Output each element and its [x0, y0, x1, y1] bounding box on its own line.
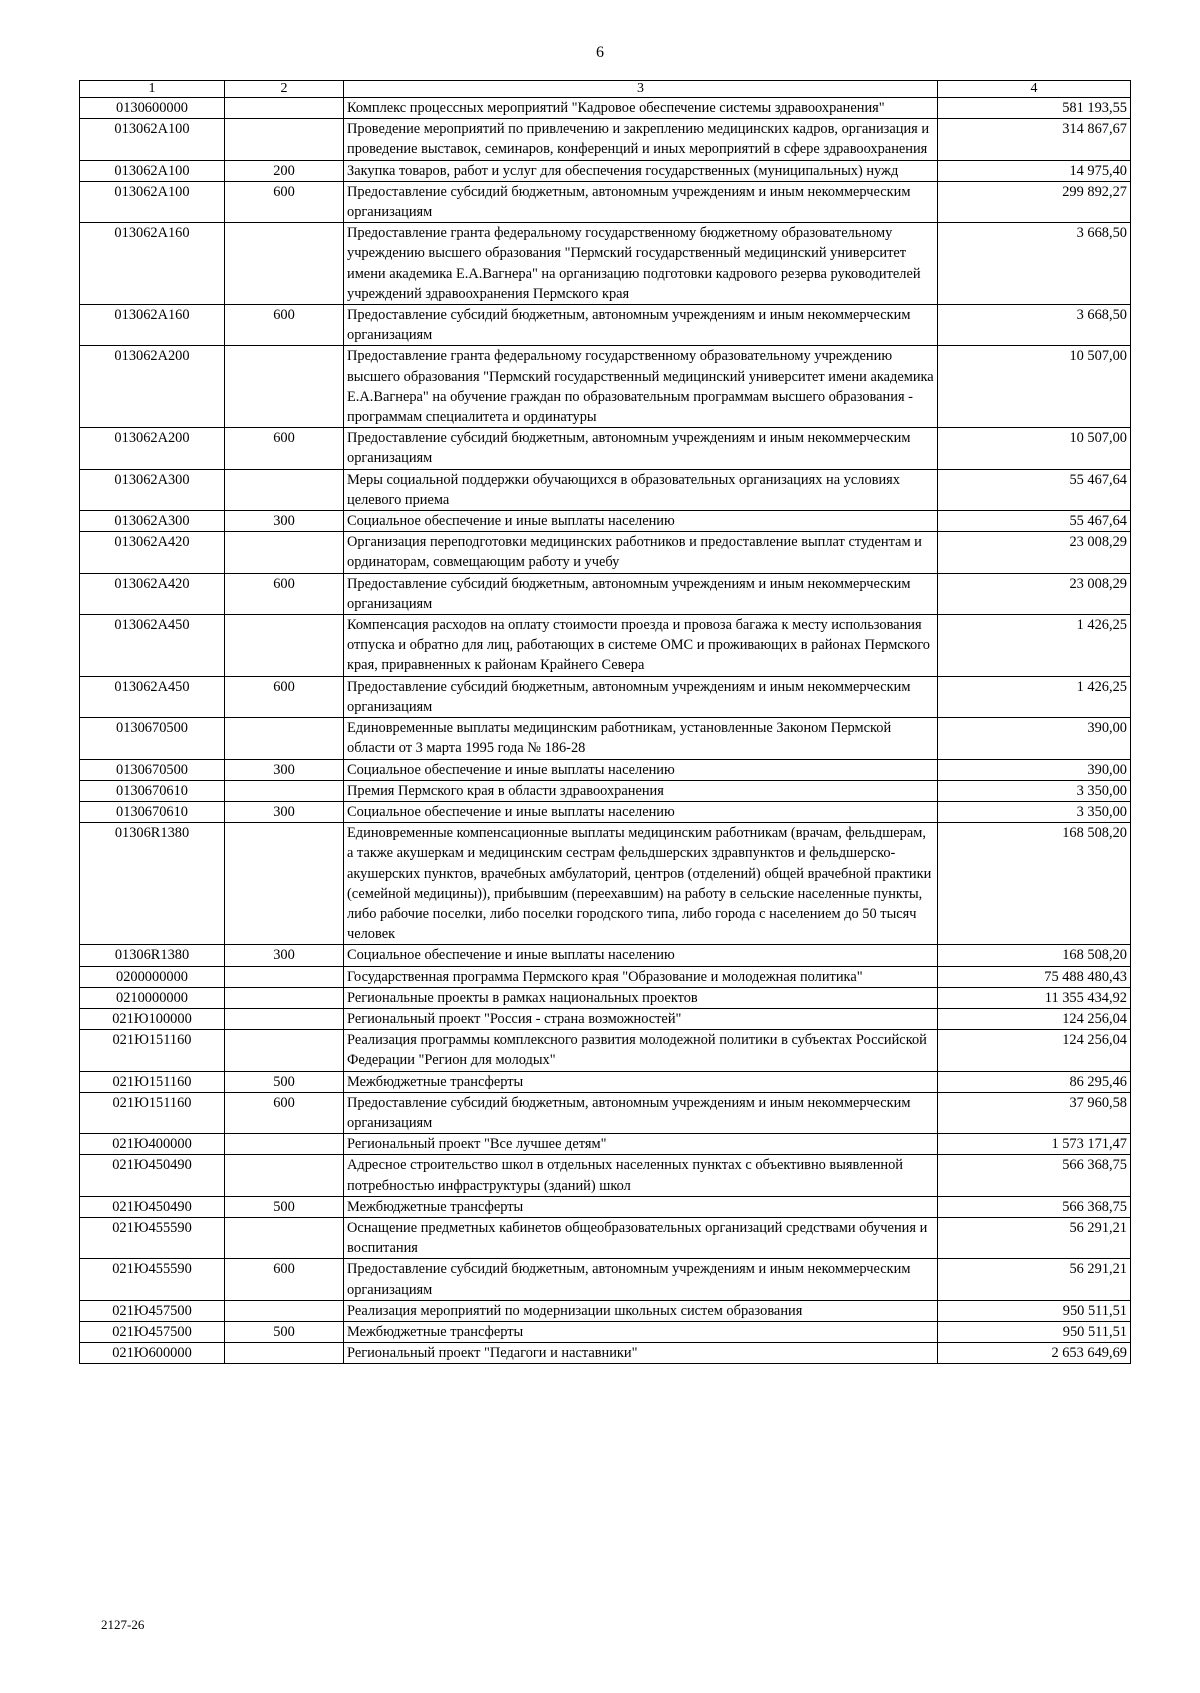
expense-type-code: 500 — [225, 1071, 344, 1092]
item-name: Предоставление субсидий бюджетным, автономным учреждениям и иным некоммерческим организациям — [344, 181, 938, 222]
expense-type-code — [225, 1030, 344, 1071]
expense-type-code — [225, 718, 344, 759]
column-header-3: 3 — [344, 81, 938, 98]
classification-code: 021Ю455590 — [80, 1217, 225, 1258]
table-row — [80, 1071, 1131, 1092]
expense-type-code — [225, 1008, 344, 1029]
expense-type-code — [225, 1155, 344, 1196]
amount-value: 3 350,00 — [938, 801, 1131, 822]
classification-code: 0130670610 — [80, 801, 225, 822]
table-row — [80, 160, 1131, 181]
amount-value: 56 291,21 — [938, 1259, 1131, 1300]
expense-type-code — [225, 966, 344, 987]
table-row — [80, 801, 1131, 822]
table-row — [80, 759, 1131, 780]
classification-code: 013062А200 — [80, 346, 225, 428]
table-row — [80, 511, 1131, 532]
table-row — [80, 1134, 1131, 1155]
classification-code: 021Ю151160 — [80, 1071, 225, 1092]
expense-type-code — [225, 532, 344, 573]
classification-code: 021Ю400000 — [80, 1134, 225, 1155]
item-name: Региональный проект "Все лучшее детям" — [344, 1134, 938, 1155]
expense-type-code — [225, 615, 344, 677]
item-name: Реализация мероприятий по модернизации школьных систем образования — [344, 1300, 938, 1321]
amount-value: 168 508,20 — [938, 945, 1131, 966]
table-row — [80, 1092, 1131, 1133]
table-row — [80, 780, 1131, 801]
expense-type-code: 500 — [225, 1196, 344, 1217]
expense-type-code: 600 — [225, 1259, 344, 1300]
expense-type-code — [225, 1343, 344, 1364]
expense-type-code: 300 — [225, 945, 344, 966]
expense-type-code — [225, 987, 344, 1008]
amount-value: 566 368,75 — [938, 1196, 1131, 1217]
amount-value: 37 960,58 — [938, 1092, 1131, 1133]
item-name: Единовременные компенсационные выплаты медицинским работникам (врачам, фельдшерам, а также акушеркам и медицинским сестрам фельдшерских здравпунктов и фельдшерско-акушерских пунктов, врачебных амбулаторий, центров (отделений) общей врачебной практики (семейной медицины)), прибывшим (переехавшим) на работу в сельские населенные пункты, либо рабочие поселки, либо поселки городского типа, либо города с населением до 50 тысяч человек — [344, 823, 938, 945]
expense-type-code: 600 — [225, 305, 344, 346]
table-row — [80, 1300, 1131, 1321]
amount-value: 11 355 434,92 — [938, 987, 1131, 1008]
amount-value: 55 467,64 — [938, 469, 1131, 510]
amount-value: 950 511,51 — [938, 1300, 1131, 1321]
amount-value: 23 008,29 — [938, 532, 1131, 573]
classification-code: 021Ю457500 — [80, 1300, 225, 1321]
table-row — [80, 945, 1131, 966]
amount-value: 390,00 — [938, 759, 1131, 780]
table-row — [80, 1008, 1131, 1029]
expense-type-code: 600 — [225, 181, 344, 222]
classification-code: 021Ю151160 — [80, 1030, 225, 1071]
expense-type-code — [225, 780, 344, 801]
classification-code: 013062А450 — [80, 676, 225, 717]
classification-code: 013062А300 — [80, 511, 225, 532]
classification-code: 0200000000 — [80, 966, 225, 987]
expense-type-code — [225, 823, 344, 945]
item-name: Закупка товаров, работ и услуг для обеспечения государственных (муниципальных) нужд — [344, 160, 938, 181]
expense-type-code — [225, 223, 344, 305]
amount-value: 14 975,40 — [938, 160, 1131, 181]
column-header-2: 2 — [225, 81, 344, 98]
item-name: Организация переподготовки медицинских работников и предоставление выплат студентам и ординаторам, совмещающим работу и учебу — [344, 532, 938, 573]
classification-code: 021Ю450490 — [80, 1196, 225, 1217]
item-name: Социальное обеспечение и иные выплаты населению — [344, 945, 938, 966]
expense-type-code — [225, 1134, 344, 1155]
expense-type-code: 300 — [225, 801, 344, 822]
amount-value: 75 488 480,43 — [938, 966, 1131, 987]
classification-code: 013062А100 — [80, 181, 225, 222]
amount-value: 950 511,51 — [938, 1321, 1131, 1342]
expense-type-code: 200 — [225, 160, 344, 181]
table-row — [80, 1343, 1131, 1364]
expense-type-code — [225, 469, 344, 510]
item-name: Межбюджетные трансферты — [344, 1196, 938, 1217]
amount-value: 168 508,20 — [938, 823, 1131, 945]
amount-value: 124 256,04 — [938, 1030, 1131, 1071]
item-name: Региональные проекты в рамках национальных проектов — [344, 987, 938, 1008]
amount-value: 566 368,75 — [938, 1155, 1131, 1196]
table-row — [80, 1259, 1131, 1300]
amount-value: 3 668,50 — [938, 223, 1131, 305]
item-name: Премия Пермского края в области здравоохранения — [344, 780, 938, 801]
classification-code: 0130670610 — [80, 780, 225, 801]
classification-code: 013062А200 — [80, 428, 225, 469]
classification-code: 0130670500 — [80, 718, 225, 759]
classification-code: 013062А420 — [80, 573, 225, 614]
amount-value: 390,00 — [938, 718, 1131, 759]
amount-value: 86 295,46 — [938, 1071, 1131, 1092]
budget-table — [79, 80, 1131, 1364]
amount-value: 581 193,55 — [938, 98, 1131, 119]
table-row — [80, 346, 1131, 428]
amount-value: 1 426,25 — [938, 615, 1131, 677]
column-header-4: 4 — [938, 81, 1131, 98]
classification-code: 013062А420 — [80, 532, 225, 573]
expense-type-code — [225, 1300, 344, 1321]
table-row — [80, 119, 1131, 160]
classification-code: 01306R1380 — [80, 945, 225, 966]
amount-value: 10 507,00 — [938, 346, 1131, 428]
amount-value: 2 653 649,69 — [938, 1343, 1131, 1364]
item-name: Социальное обеспечение и иные выплаты населению — [344, 801, 938, 822]
classification-code: 021Ю450490 — [80, 1155, 225, 1196]
amount-value: 1 573 171,47 — [938, 1134, 1131, 1155]
table-row — [80, 469, 1131, 510]
table-row — [80, 573, 1131, 614]
amount-value: 3 350,00 — [938, 780, 1131, 801]
item-name: Предоставление гранта федеральному государственному образовательному учреждению высшего образования "Пермский государственный медицинский университет имени академика Е.А.Вагнера" на обучение граждан по образовательным программам высшего образования - программам специалитета и ординатуры — [344, 346, 938, 428]
item-name: Реализация программы комплексного развития молодежной политики в субъектах Российской Федерации "Регион для молодых" — [344, 1030, 938, 1071]
table-row — [80, 1030, 1131, 1071]
classification-code: 021Ю455590 — [80, 1259, 225, 1300]
classification-code: 0130670500 — [80, 759, 225, 780]
table-row — [80, 428, 1131, 469]
amount-value: 314 867,67 — [938, 119, 1131, 160]
item-name: Предоставление субсидий бюджетным, автономным учреждениям и иным некоммерческим организациям — [344, 676, 938, 717]
amount-value: 10 507,00 — [938, 428, 1131, 469]
table-row — [80, 676, 1131, 717]
expense-type-code: 600 — [225, 676, 344, 717]
expense-type-code: 600 — [225, 1092, 344, 1133]
table-row — [80, 1321, 1131, 1342]
amount-value: 55 467,64 — [938, 511, 1131, 532]
classification-code: 013062А160 — [80, 305, 225, 346]
item-name: Предоставление субсидий бюджетным, автономным учреждениям и иным некоммерческим организациям — [344, 1259, 938, 1300]
item-name: Предоставление субсидий бюджетным, автономным учреждениям и иным некоммерческим организациям — [344, 428, 938, 469]
table-row — [80, 966, 1131, 987]
classification-code: 021Ю600000 — [80, 1343, 225, 1364]
classification-code: 01306R1380 — [80, 823, 225, 945]
table-row — [80, 718, 1131, 759]
classification-code: 013062А300 — [80, 469, 225, 510]
item-name: Меры социальной поддержки обучающихся в образовательных организациях на условиях целевого приема — [344, 469, 938, 510]
table-row — [80, 223, 1131, 305]
classification-code: 013062А100 — [80, 119, 225, 160]
item-name: Единовременные выплаты медицинским работникам, установленные Законом Пермской области от 3 марта 1995 года № 186-28 — [344, 718, 938, 759]
item-name: Региональный проект "Россия - страна возможностей" — [344, 1008, 938, 1029]
table-row — [80, 98, 1131, 119]
item-name: Социальное обеспечение и иные выплаты населению — [344, 511, 938, 532]
classification-code: 013062А450 — [80, 615, 225, 677]
table-row — [80, 1217, 1131, 1258]
amount-value: 23 008,29 — [938, 573, 1131, 614]
item-name: Предоставление субсидий бюджетным, автономным учреждениям и иным некоммерческим организациям — [344, 1092, 938, 1133]
table-row — [80, 532, 1131, 573]
table-row — [80, 615, 1131, 677]
table-row — [80, 181, 1131, 222]
expense-type-code — [225, 346, 344, 428]
item-name: Предоставление субсидий бюджетным, автономным учреждениям и иным некоммерческим организациям — [344, 305, 938, 346]
item-name: Региональный проект "Педагоги и наставники" — [344, 1343, 938, 1364]
table-row — [80, 1155, 1131, 1196]
classification-code: 0210000000 — [80, 987, 225, 1008]
item-name: Межбюджетные трансферты — [344, 1071, 938, 1092]
table-row — [80, 987, 1131, 1008]
classification-code: 013062А100 — [80, 160, 225, 181]
expense-type-code: 300 — [225, 511, 344, 532]
item-name: Межбюджетные трансферты — [344, 1321, 938, 1342]
table-body — [80, 98, 1131, 1364]
column-header-1: 1 — [80, 81, 225, 98]
amount-value: 1 426,25 — [938, 676, 1131, 717]
expense-type-code: 600 — [225, 428, 344, 469]
item-name: Социальное обеспечение и иные выплаты населению — [344, 759, 938, 780]
item-name: Предоставление субсидий бюджетным, автономным учреждениям и иным некоммерческим организациям — [344, 573, 938, 614]
item-name: Предоставление гранта федеральному государственному бюджетному образовательному учреждению высшего образования "Пермский государственный медицинский университет имени академика Е.А.Вагнера" на организацию подготовки кадрового резерва руководителей учреждений здравоохранения Пермского края — [344, 223, 938, 305]
expense-type-code: 600 — [225, 573, 344, 614]
classification-code: 013062А160 — [80, 223, 225, 305]
document-id: 2127-26 — [101, 1617, 145, 1632]
item-name: Проведение мероприятий по привлечению и закреплению медицинских кадров, организация и проведение выставок, семинаров, конференций и иных мероприятий в сфере здравоохранения — [344, 119, 938, 160]
expense-type-code: 300 — [225, 759, 344, 780]
classification-code: 021Ю100000 — [80, 1008, 225, 1029]
expense-type-code — [225, 119, 344, 160]
item-name: Оснащение предметных кабинетов общеобразовательных организаций средствами обучения и воспитания — [344, 1217, 938, 1258]
amount-value: 124 256,04 — [938, 1008, 1131, 1029]
table-row — [80, 823, 1131, 945]
expense-type-code — [225, 1217, 344, 1258]
page-number: 6 — [596, 44, 604, 61]
classification-code: 021Ю151160 — [80, 1092, 225, 1133]
classification-code: 021Ю457500 — [80, 1321, 225, 1342]
table-header — [80, 81, 1131, 98]
item-name: Компенсация расходов на оплату стоимости проезда и провоза багажа к месту использования отпуска и обратно для лиц, работающих в системе ОМС и проживающих в районах Пермского края, приравненных к районам Крайнего Севера — [344, 615, 938, 677]
item-name: Комплекс процессных мероприятий "Кадровое обеспечение системы здравоохранения" — [344, 98, 938, 119]
item-name: Государственная программа Пермского края "Образование и молодежная политика" — [344, 966, 938, 987]
classification-code: 0130600000 — [80, 98, 225, 119]
item-name: Адресное строительство школ в отдельных населенных пунктах с объективно выявленной потребностью инфраструктуры (зданий) школ — [344, 1155, 938, 1196]
table-row — [80, 305, 1131, 346]
amount-value: 56 291,21 — [938, 1217, 1131, 1258]
expense-type-code — [225, 98, 344, 119]
table-row — [80, 1196, 1131, 1217]
expense-type-code: 500 — [225, 1321, 344, 1342]
amount-value: 299 892,27 — [938, 181, 1131, 222]
amount-value: 3 668,50 — [938, 305, 1131, 346]
